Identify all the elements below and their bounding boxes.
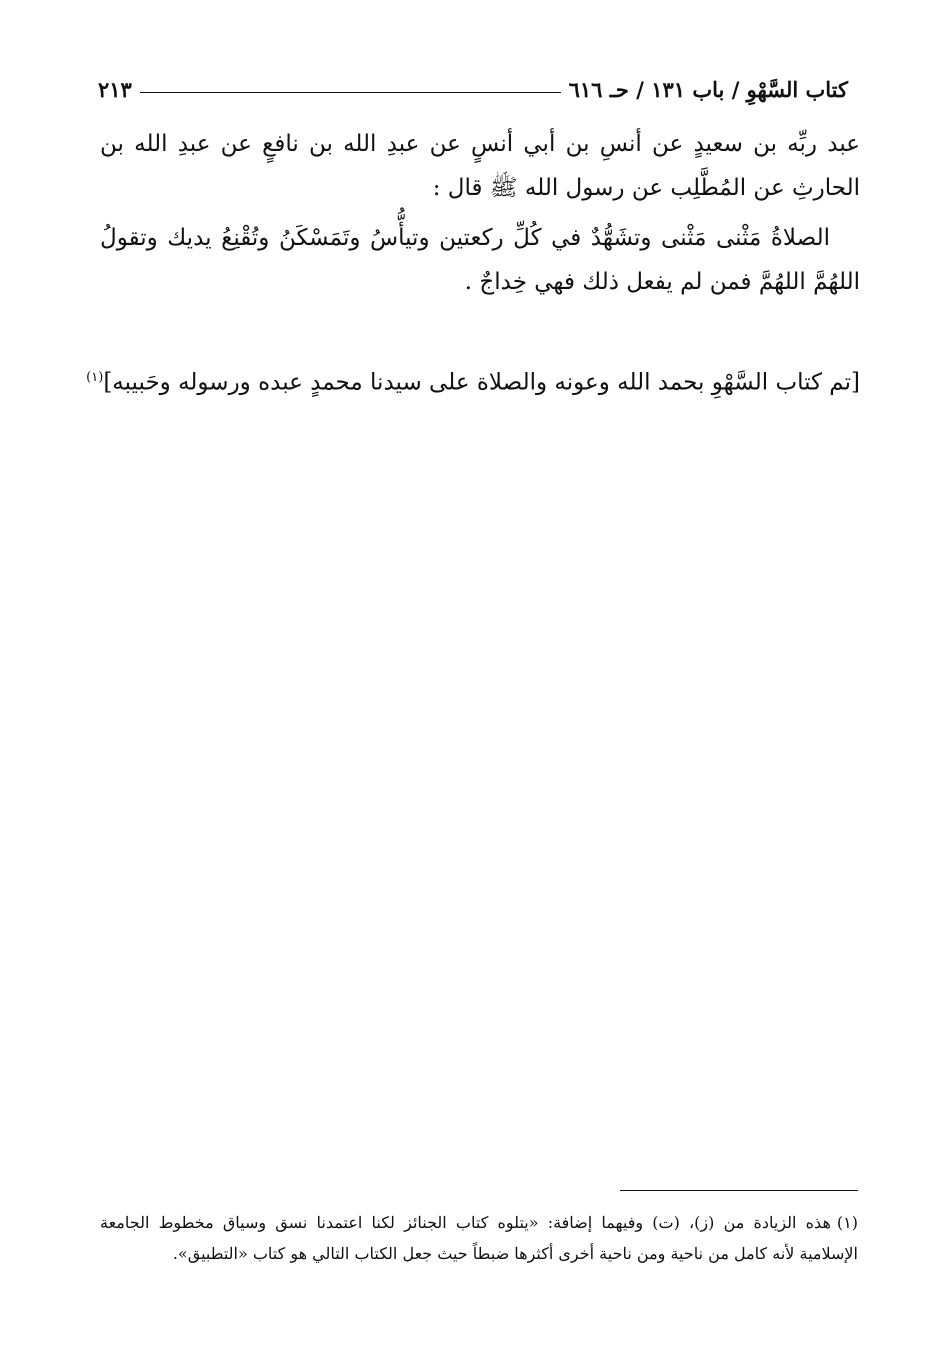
closing-line xyxy=(86,356,860,405)
footnote-marker: (١) xyxy=(836,1213,858,1232)
footnote-text: هذه الزيادة من (ز)، (ت) وفيهما إضافة: «يتلوه كتاب الجنائز لكنا اعتمدنا نسق وسياق مخطوط الجامعة الإسلامية لأنه كامل من ناحية ومن ناحية أخرى أكثرها ضبطاً حيث جعل الكتاب التالي هو كتاب «التطبيق». xyxy=(100,1213,858,1263)
footnote-separator xyxy=(620,1190,858,1191)
page-number: ٢١٣ xyxy=(98,77,132,102)
hadith-paragraph: الصلاةُ مَثْنى مَثْنى وتشَهُّدٌ في كُلِّ ركعتين وتيأُّسُ وتَمَسْكَنُ وتُقْنِعُ يديك وتقولُ اللهُمَّ اللهُمَّ فمن لم يفعل ذلك فهي خِداجٌ . xyxy=(100,225,860,295)
footnote-reference: (١) xyxy=(86,370,104,385)
closing-text: [تم كتاب السَّهْوِ بحمد الله وعونه والصلاة على سيدنا محمدٍ عبده ورسوله وحَبيبه] xyxy=(103,369,860,396)
footnote xyxy=(100,1207,858,1269)
header-title: كتاب السَّهْوِ / باب ١٣١ / حـ ٦١٦ xyxy=(568,77,848,102)
running-header xyxy=(98,68,848,102)
header-rule xyxy=(140,92,561,93)
isnad-paragraph: عبد ربِّه بن سعيدٍ عن أنسِ بن أبي أنسٍ عن عبدِ الله بن نافعٍ عن عبدِ الله بن الحارثِ عن المُطَّلِب عن رسول الله ﷺ قال : xyxy=(100,131,860,201)
